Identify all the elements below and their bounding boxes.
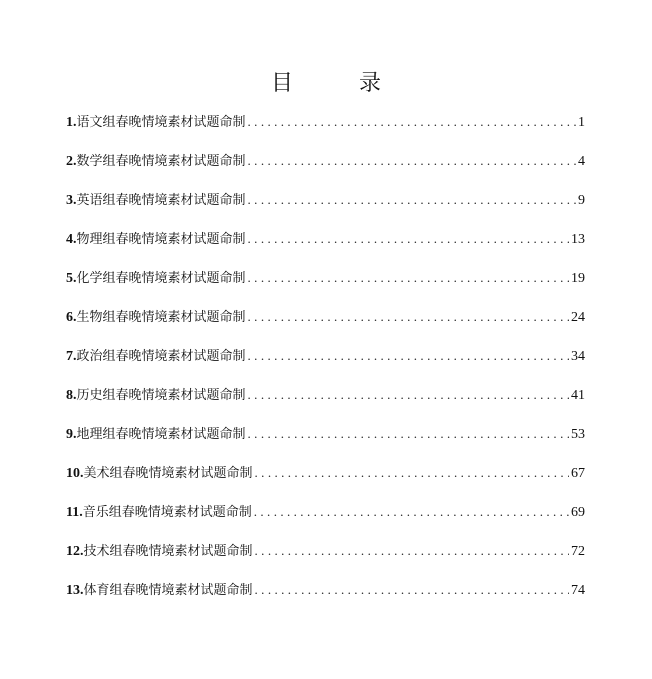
toc-entry-page-number: 69 <box>571 505 585 520</box>
toc-entry-title: 地理组春晚情境素材试题命制 <box>76 427 246 442</box>
toc-entry-3[interactable] <box>66 189 585 228</box>
toc-entry-title: 技术组春晚情境素材试题命制 <box>83 544 253 559</box>
toc-entry-8[interactable] <box>66 384 585 423</box>
toc-entry-title: 美术组春晚情境素材试题命制 <box>83 466 253 481</box>
toc-entry-6[interactable] <box>66 306 585 345</box>
toc-entry-title: 数学组春晚情境素材试题命制 <box>76 154 246 169</box>
toc-entry-7[interactable] <box>66 345 585 384</box>
toc-entry-number: 3. <box>66 193 77 208</box>
toc-entry-page-number: 67 <box>571 466 585 481</box>
toc-entry-title: 物理组春晚情境素材试题命制 <box>76 232 246 247</box>
toc-entry-page-number: 74 <box>571 583 585 598</box>
toc-entry-page-number: 19 <box>571 271 585 286</box>
toc-entry-5[interactable] <box>66 267 585 306</box>
toc-entry-13[interactable] <box>66 579 585 618</box>
toc-entry-number: 12. <box>66 544 84 559</box>
toc-entry-leader-dots <box>248 267 569 289</box>
toc-entry-number: 10. <box>66 466 84 481</box>
toc-entry-leader-dots <box>248 228 569 250</box>
toc-entry-title: 语文组春晚情境素材试题命制 <box>76 115 246 130</box>
toc-entry-page-number: 41 <box>571 388 585 403</box>
toc-entry-page-number: 34 <box>571 349 585 364</box>
toc-entry-leader-dots <box>248 345 569 367</box>
toc-entry-2[interactable] <box>66 150 585 189</box>
toc-entry-10[interactable] <box>66 462 585 501</box>
toc-entry-number: 5. <box>66 271 77 286</box>
toc-entry-12[interactable] <box>66 540 585 579</box>
toc-entry-page-number: 24 <box>571 310 585 325</box>
toc-entry-number: 11. <box>66 505 83 520</box>
toc-entry-leader-dots <box>248 423 569 445</box>
toc-entry-page-number: 53 <box>571 427 585 442</box>
toc-entry-number: 6. <box>66 310 77 325</box>
toc-entry-leader-dots <box>248 189 576 211</box>
toc-entry-leader-dots <box>248 306 569 328</box>
toc-entry-number: 8. <box>66 388 77 403</box>
toc-entry-number: 1. <box>66 115 77 130</box>
toc-entry-leader-dots <box>248 111 576 133</box>
toc-entry-9[interactable] <box>66 423 585 462</box>
toc-entry-title: 历史组春晚情境素材试题命制 <box>76 388 246 403</box>
toc-entry-number: 9. <box>66 427 77 442</box>
toc-entry-1[interactable] <box>66 111 585 150</box>
toc-entry-title: 化学组春晚情境素材试题命制 <box>76 271 246 286</box>
toc-entry-leader-dots <box>248 150 576 172</box>
toc-entry-leader-dots <box>255 579 569 601</box>
toc-entry-number: 7. <box>66 349 77 364</box>
toc-entry-title: 体育组春晚情境素材试题命制 <box>83 583 253 598</box>
toc-title: 目 录 <box>270 71 403 96</box>
toc-entry-11[interactable] <box>66 501 585 540</box>
toc-entry-title: 政治组春晚情境素材试题命制 <box>76 349 246 364</box>
toc-entry-4[interactable] <box>66 228 585 267</box>
toc-entry-leader-dots <box>254 501 569 523</box>
toc-entry-title: 英语组春晚情境素材试题命制 <box>76 193 246 208</box>
toc-entry-title: 音乐组春晚情境素材试题命制 <box>82 505 252 520</box>
toc-entry-page-number: 4 <box>578 154 585 169</box>
toc-entry-leader-dots <box>255 462 569 484</box>
toc-entry-page-number: 1 <box>578 115 585 130</box>
toc-entry-number: 13. <box>66 583 84 598</box>
toc-entry-title: 生物组春晚情境素材试题命制 <box>76 310 246 325</box>
table-of-contents <box>66 111 585 618</box>
toc-entry-leader-dots <box>248 384 569 406</box>
toc-entry-page-number: 72 <box>571 544 585 559</box>
toc-entry-leader-dots <box>255 540 569 562</box>
toc-entry-page-number: 9 <box>578 193 585 208</box>
toc-entry-number: 2. <box>66 154 77 169</box>
toc-entry-number: 4. <box>66 232 77 247</box>
toc-entry-page-number: 13 <box>571 232 585 247</box>
